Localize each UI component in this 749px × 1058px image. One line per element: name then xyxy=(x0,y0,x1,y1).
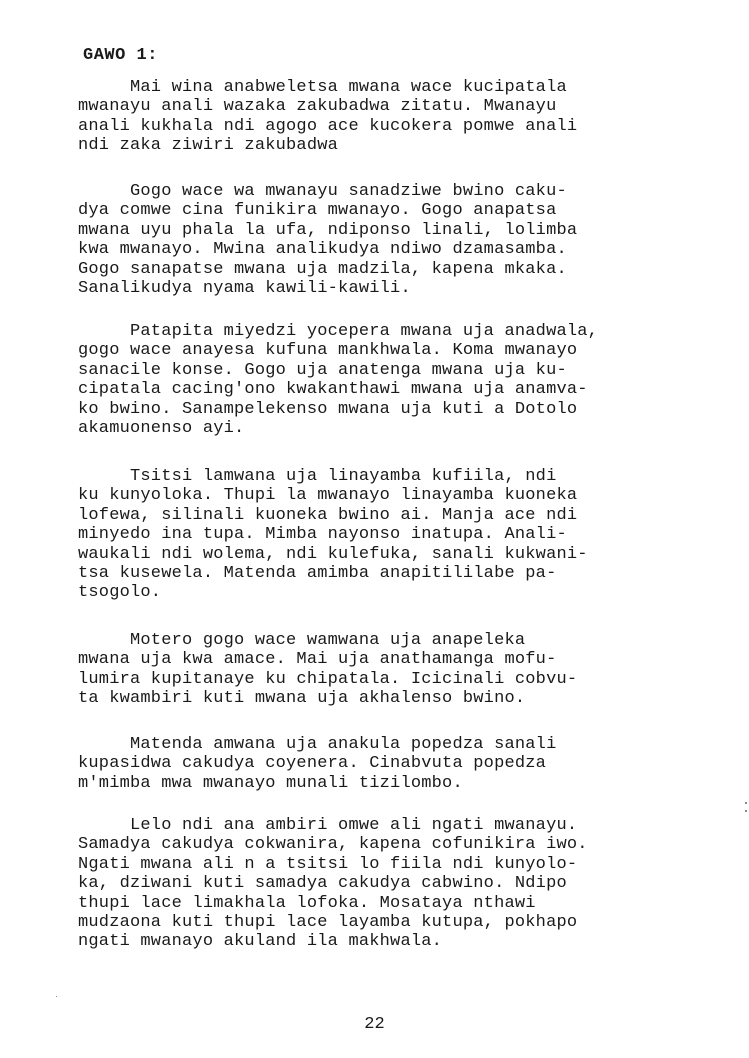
text-line: ku kunyoloka. Thupi la mwanayo linayamba kuoneka xyxy=(78,486,578,506)
text-line: tsa kusewela. Matenda amimba anapitililabe pa- xyxy=(78,564,557,584)
paragraph-2 xyxy=(78,182,577,298)
text-line: kwa mwanayo. Mwina analikudya ndiwo dzamasamba. xyxy=(78,240,567,260)
paragraph-7 xyxy=(78,816,588,952)
text-line: ngati mwanayo akuland ila makhwala. xyxy=(78,932,443,952)
text-line: mwana uyu phala la ufa, ndiponso linali, lolimba xyxy=(78,220,578,240)
paragraph-3 xyxy=(78,322,598,438)
page-number: 22 xyxy=(364,1015,385,1034)
paragraph-5 xyxy=(78,631,577,709)
text-line: Matenda amwana uja anakula popedza sanali xyxy=(78,735,557,754)
text-line: mwanayu anali wazaka zakubadwa zitatu. Mwanayu xyxy=(78,97,557,117)
text-line: ka, dziwani kuti samadya cakudya cabwino. Ndipo xyxy=(78,874,567,894)
text-line: mwana uja kwa amace. Mai uja anathamanga mofu- xyxy=(78,650,557,670)
scan-speck xyxy=(745,810,747,812)
paragraph-4 xyxy=(78,467,588,603)
text-line: lumira kupitanaye ku chipatala. Icicinali cobvu- xyxy=(78,669,578,689)
text-line: lofewa, silinali kuoneka bwino ai. Manja ace ndi xyxy=(78,505,578,525)
text-line: thupi lace limakhala lofoka. Mosataya nthawi xyxy=(78,893,536,913)
text-line: Ngati mwana ali n a tsitsi lo fiila ndi kunyolo- xyxy=(78,854,578,874)
section-heading: GAWO 1: xyxy=(83,46,158,65)
text-line: tsogolo. xyxy=(78,583,162,603)
text-line: Motero gogo wace wamwana uja anapeleka xyxy=(78,631,526,650)
text-line: sanacile konse. Gogo uja anatenga mwana uja ku- xyxy=(78,360,567,380)
text-line: kupasidwa cakudya coyenera. Cinabvuta popedza xyxy=(78,754,547,774)
text-line: Patapita miyedzi yocepera mwana uja anadwala, xyxy=(78,322,599,341)
text-line: ta kwambiri kuti mwana uja akhalenso bwino. xyxy=(78,689,526,709)
text-line: gogo wace anayesa kufuna mankhwala. Koma mwanayo xyxy=(78,341,578,361)
text-line: minyedo ina tupa. Mimba nayonso inatupa. Anali- xyxy=(78,525,567,545)
text-line: Samadya cakudya cokwanira, kapena cofunikira iwo. xyxy=(78,835,588,855)
text-line: dya comwe cina funikira mwanayo. Gogo anapatsa xyxy=(78,201,557,221)
text-line: waukali ndi wolema, ndi kulefuka, sanali kukwani- xyxy=(78,544,588,564)
text-line: akamuonenso ayi. xyxy=(78,419,245,439)
text-line: Sanalikudya nyama kawili-kawili. xyxy=(78,279,411,299)
text-line: Gogo sanapatse mwana uja madzila, kapena mkaka. xyxy=(78,259,567,279)
text-line: m'mimba mwa mwanayo munali tizilombo. xyxy=(78,773,463,793)
text-line: cipatala cacing'ono kwakanthawi mwana uja anamva- xyxy=(78,380,588,400)
text-line: ndi zaka ziwiri zakubadwa xyxy=(78,136,339,156)
paragraph-1 xyxy=(78,78,577,156)
scan-speck xyxy=(56,996,57,997)
text-line: Tsitsi lamwana uja linayamba kufiila, ndi xyxy=(78,467,557,486)
paragraph-6 xyxy=(78,735,556,793)
scan-speck xyxy=(745,802,747,804)
text-line: Gogo wace wa mwanayu sanadziwe bwino caku- xyxy=(78,182,567,201)
text-line: mudzaona kuti thupi lace layamba kutupa, pokhapo xyxy=(78,913,578,933)
text-line: anali kukhala ndi agogo ace kucokera pomwe anali xyxy=(78,116,578,136)
text-line: Mai wina anabweletsa mwana wace kucipatala xyxy=(78,78,567,97)
text-line: ko bwino. Sanampelekenso mwana uja kuti a Dotolo xyxy=(78,399,578,419)
text-line: Lelo ndi ana ambiri omwe ali ngati mwanayu. xyxy=(78,816,578,835)
